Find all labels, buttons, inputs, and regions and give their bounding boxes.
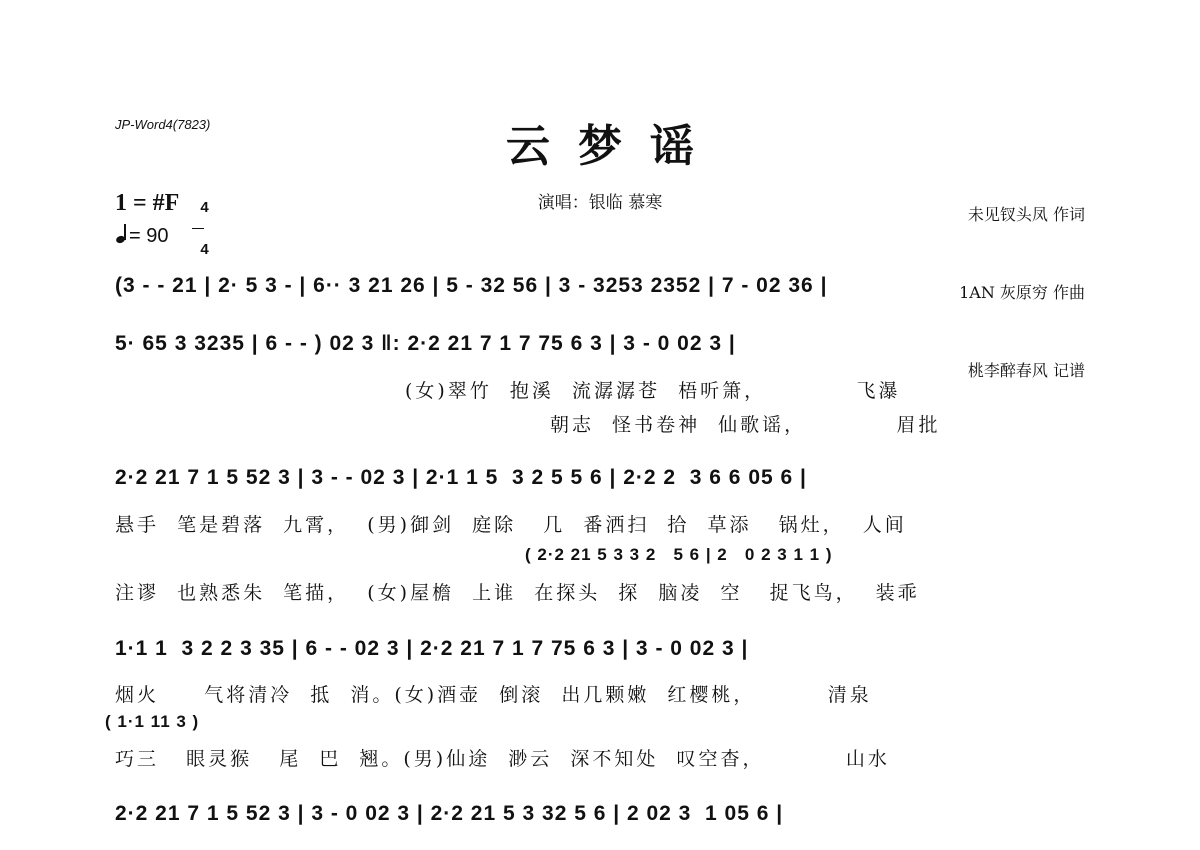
software-label: JP-Word4(7823)	[115, 117, 211, 132]
lyric-line: 注谬 也熟悉朱 笔描， (女)屋檐 上谁 在探头 探 脑凌 空 捉飞鸟， 装乖	[115, 582, 920, 604]
time-signature	[192, 188, 209, 256]
notation-line: 2·2 21 7 1 5 52 3 | 3 - - 02 3 | 2·1 1 5 3 2 5 5 6 | 2·2 2 3 6 6 05 6 |	[115, 466, 807, 489]
time-signature-bottom: 4	[200, 241, 209, 258]
lyric-line: 烟火 气将清冷 抵 消。(女)酒壶 倒滚 出几颗嫩 红樱桃， 清泉	[115, 684, 872, 706]
notation-line: (3 - - 21 | 2· 5 3 - | 6·· 3 21 26 | 5 - 32 56 | 3 - 3253 2352 | 7 - 02 36 |	[115, 274, 828, 297]
tempo-value: = 90	[129, 225, 169, 247]
notation-line: 2·2 21 7 1 5 52 3 | 3 - 0 02 3 | 2·2 21 5 3 32 5 6 | 2 02 3 1 05 6 |	[115, 802, 784, 825]
singer-line: 演唱：银临 慕寒	[537, 193, 663, 213]
lyric-line: 朝志 怪书卷神 仙歌谣， 眉批	[550, 414, 941, 436]
key-signature: 1 = #F	[115, 190, 180, 216]
song-title: 云梦谣	[506, 121, 722, 172]
lyric-line: (女)翠竹 抱溪 流潺潺苍 梧听箫， 飞瀑	[405, 380, 901, 402]
tempo-marking	[115, 224, 168, 248]
quarter-note-icon	[115, 224, 129, 244]
alternate-notation-line: ( 1·1 11 3 )	[105, 712, 200, 731]
composer-credit: 1AN 灰原穷 作曲	[959, 283, 1085, 302]
alternate-notation-line: ( 2·2 21 5 3 3 2 5 6 | 2 0 2 3 1 1 )	[525, 545, 833, 564]
notation-line: 1·1 1 3 2 2 3 35 | 6 - - 02 3 | 2·2 21 7 1 7 75 6 3 | 3 - 0 02 3 |	[115, 637, 749, 660]
lyric-line: 悬手 笔是碧落 九霄， (男)御剑 庭除 几 番洒扫 拾 草添 锅灶， 人间	[115, 514, 907, 536]
time-signature-top: 4	[200, 199, 209, 216]
transcriber-credit: 桃李醉春风 记谱	[967, 361, 1085, 380]
lyric-line: 巧三 眼灵猴 尾 巴 翘。(男)仙途 渺云 深不知处 叹空杳， 山水	[115, 748, 890, 770]
lyricist-credit: 未见钗头凤 作词	[967, 205, 1085, 224]
notation-line: 5· 65 3 3235 | 6 - - ) 02 3 ‖: 2·2 21 7 1 7 75 6 3 | 3 - 0 02 3 |	[115, 332, 736, 355]
